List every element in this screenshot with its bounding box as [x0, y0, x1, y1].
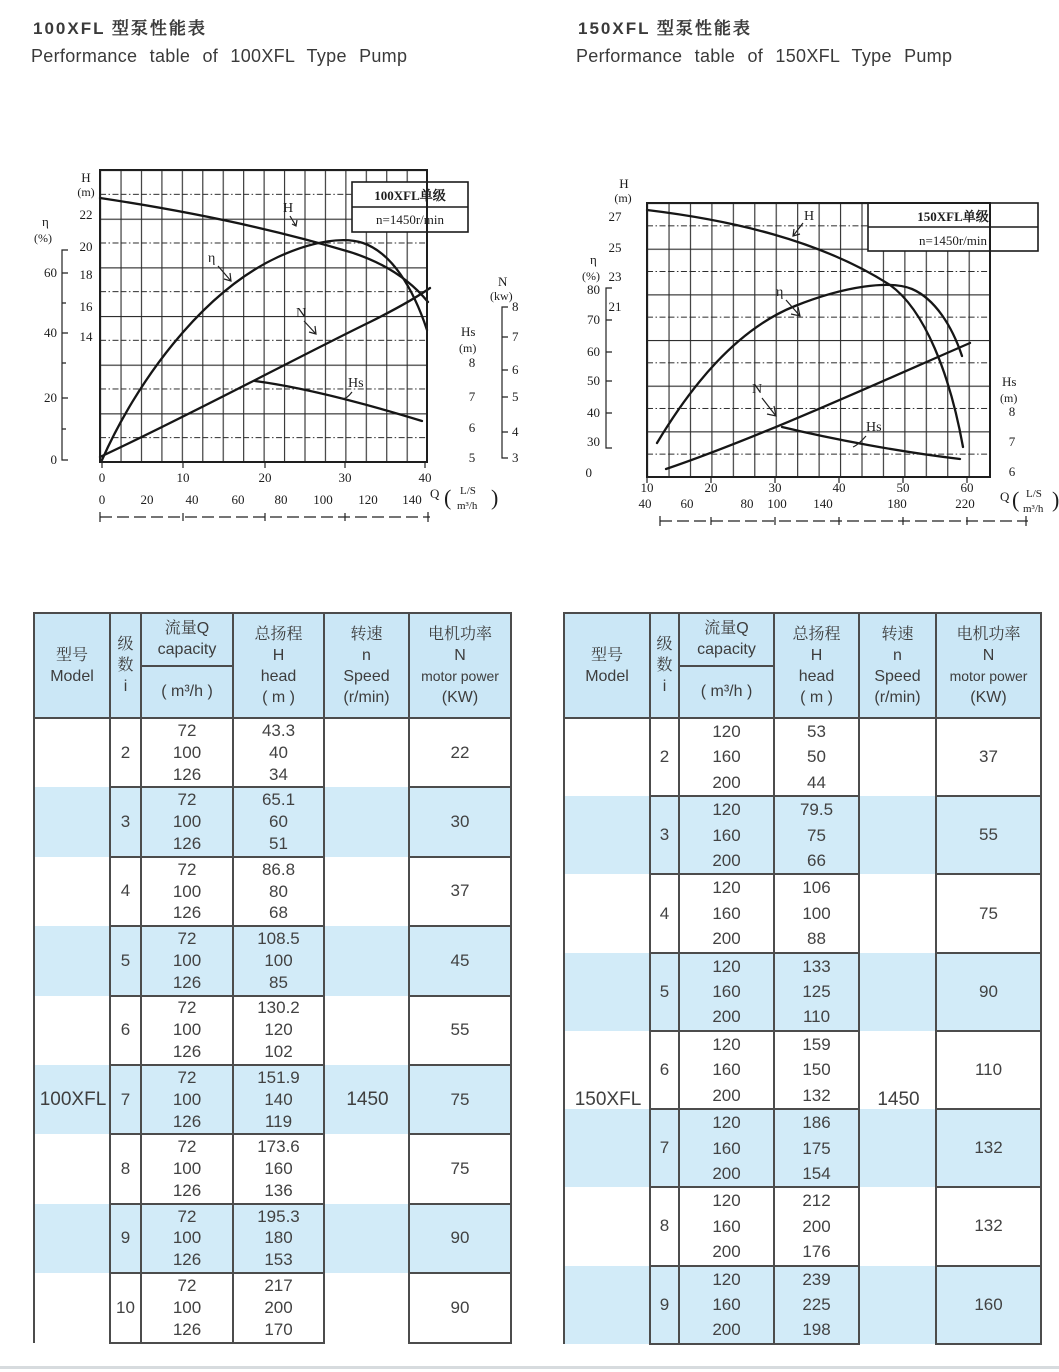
svg-text:30: 30 [338, 470, 352, 485]
h-axis-100xfl [77, 170, 94, 344]
stage-count-cell: 2 [650, 718, 679, 796]
table-header-row [34, 613, 511, 718]
model-col-cell [564, 718, 650, 796]
pump-table-row-stage-5 [564, 953, 1041, 1031]
pump-table-row-stage-6 [564, 1031, 1041, 1109]
flow-values-cell: 120 160 200 [679, 718, 774, 796]
svg-text:Q: Q [430, 486, 440, 501]
head-values-cell: 43.3 40 34 [233, 718, 324, 787]
svg-text:18: 18 [79, 267, 93, 282]
head-values-cell: 212 200 176 [774, 1187, 859, 1265]
model-col-cell [34, 787, 110, 856]
section-title-zh-100xfl: 100XFL 型泵性能表 [33, 19, 207, 38]
head-values-cell: 239 225 198 [774, 1266, 859, 1344]
stage-count-cell: 3 [650, 796, 679, 874]
speed-col-cell [859, 953, 936, 1031]
svg-text:60: 60 [680, 496, 694, 511]
flow-values-cell: 120 160 200 [679, 1187, 774, 1265]
svg-text:N: N [752, 382, 763, 397]
motor-power-cell: 30 [409, 787, 511, 856]
motor-power-cell: 90 [409, 1204, 511, 1273]
legend-150xfl [868, 203, 1038, 251]
svg-text:n=1450r/min: n=1450r/min [919, 233, 987, 248]
motor-power-cell: 22 [409, 718, 511, 787]
model-col-cell [34, 857, 110, 926]
header-flow: 流量Q capacity ( m³/h ) [141, 613, 233, 718]
flow-values-cell: 72 100 126 [141, 996, 233, 1065]
speed-col-cell [324, 1273, 409, 1342]
model-value: 100XFL [39, 1089, 107, 1110]
section-title-en-100xfl: Performance table of 100XFL Type Pump [31, 46, 408, 66]
motor-power-cell: 55 [936, 796, 1041, 874]
model-col-cell [564, 1109, 650, 1187]
svg-text:80: 80 [274, 492, 288, 507]
head-values-cell: 151.9 140 119 [233, 1065, 324, 1134]
speed-col-cell [859, 796, 936, 874]
header-stage: 级 数 i [650, 613, 679, 718]
flow-values-cell: 120 160 200 [679, 796, 774, 874]
stage-count-cell: 9 [650, 1266, 679, 1344]
motor-power-cell: 37 [936, 718, 1041, 796]
svg-text:40: 40 [44, 325, 57, 340]
x-axis-150xfl [639, 477, 1059, 526]
svg-text:60: 60 [960, 480, 974, 495]
svg-text:n=1450r/min: n=1450r/min [376, 212, 444, 227]
svg-text:27: 27 [608, 209, 622, 224]
motor-power-cell: 37 [409, 857, 511, 926]
speed-col-cell [324, 1065, 409, 1134]
stage-count-cell: 4 [650, 874, 679, 952]
model-col-cell [34, 1134, 110, 1203]
flow-values-cell: 72 100 126 [141, 1065, 233, 1134]
svg-text:20: 20 [258, 470, 272, 485]
svg-text:4: 4 [512, 424, 519, 439]
head-values-cell: 53 50 44 [774, 718, 859, 796]
head-values-cell: 65.1 60 51 [233, 787, 324, 856]
svg-text:): ) [1052, 487, 1059, 512]
svg-text:Hs: Hs [866, 420, 882, 435]
section-title-en-150xfl: Performance table of 150XFL Type Pump [576, 46, 953, 66]
speed-col-cell [324, 857, 409, 926]
svg-text:10: 10 [640, 480, 654, 495]
head-values-cell: 108.5 100 85 [233, 926, 324, 995]
model-col-cell [564, 1031, 650, 1109]
svg-text:N: N [498, 274, 508, 289]
svg-text:8: 8 [1008, 404, 1016, 419]
header-model: 型号 Model [564, 613, 650, 718]
model-col-cell [34, 718, 110, 787]
motor-power-cell: 90 [936, 953, 1041, 1031]
head-values-cell: 106 100 88 [774, 874, 859, 952]
flow-values-cell: 120 160 200 [679, 1109, 774, 1187]
stage-count-cell: 2 [110, 718, 141, 787]
svg-text:8: 8 [468, 355, 476, 370]
svg-text:N: N [296, 306, 307, 321]
speed-value: 1450 [877, 1089, 920, 1110]
performance-chart-100xfl [30, 160, 545, 532]
section-title-zh-150xfl: 150XFL 型泵性能表 [578, 19, 752, 38]
pump-table-row-stage-4 [564, 874, 1041, 952]
pump-table-row-stage-3 [564, 796, 1041, 874]
speed-col-cell [324, 718, 409, 787]
model-col-cell [34, 1273, 110, 1342]
head-values-cell: 130.2 120 102 [233, 996, 324, 1065]
svg-text:Hs: Hs [348, 376, 364, 391]
pump-table-row-stage-8 [34, 1134, 511, 1203]
svg-text:40: 40 [587, 405, 600, 420]
head-values-cell: 217 200 170 [233, 1273, 324, 1342]
motor-power-cell: 132 [936, 1109, 1041, 1187]
head-values-cell: 195.3 180 153 [233, 1204, 324, 1273]
stage-count-cell: 5 [650, 953, 679, 1031]
stage-count-cell: 4 [110, 857, 141, 926]
svg-text:0: 0 [50, 452, 57, 467]
stage-count-cell: 9 [110, 1204, 141, 1273]
svg-text:220: 220 [955, 496, 975, 511]
svg-text:H: H [804, 209, 815, 224]
stage-count-cell: 8 [110, 1134, 141, 1203]
pump-table-row-stage-5 [34, 926, 511, 995]
svg-text:50: 50 [587, 373, 600, 388]
speed-col-cell [859, 718, 936, 796]
stage-count-cell: 6 [650, 1031, 679, 1109]
header-head: 总扬程 H head ( m ) [233, 613, 324, 718]
flow-values-cell: 72 100 126 [141, 1134, 233, 1203]
svg-text:(m): (m) [1000, 391, 1018, 405]
svg-text:140: 140 [813, 496, 833, 511]
svg-text:100: 100 [313, 492, 333, 507]
svg-text:80: 80 [740, 496, 754, 511]
flow-values-cell: 120 160 200 [679, 874, 774, 952]
svg-text:(kw): (kw) [490, 289, 513, 303]
flow-values-cell: 72 100 126 [141, 926, 233, 995]
svg-text:L/S: L/S [460, 485, 476, 497]
speed-value: 1450 [346, 1089, 389, 1110]
motor-power-cell: 160 [936, 1266, 1041, 1344]
stage-count-cell: 7 [110, 1065, 141, 1134]
speed-col-cell [859, 1031, 936, 1109]
stage-count-cell: 6 [110, 996, 141, 1065]
performance-chart-150xfl [560, 160, 1059, 532]
speed-col-cell [859, 1109, 936, 1187]
svg-text:H: H [81, 170, 91, 185]
header-model: 型号 Model [34, 613, 110, 718]
svg-text:7: 7 [512, 329, 519, 344]
eta-axis-150xfl [582, 252, 612, 480]
svg-text:14: 14 [79, 329, 93, 344]
motor-power-cell: 75 [936, 874, 1041, 952]
pump-table-row-stage-4 [34, 857, 511, 926]
x-axis-100xfl [99, 462, 499, 522]
svg-text:0: 0 [585, 465, 592, 480]
header-power: 电机功率 N motor power (KW) [936, 613, 1041, 718]
pump-table-row-stage-2 [564, 718, 1041, 796]
header-speed: 转速 n Speed (r/min) [324, 613, 409, 718]
svg-text:80: 80 [587, 282, 600, 297]
header-speed: 转速 n Speed (r/min) [859, 613, 936, 718]
stage-count-cell: 5 [110, 926, 141, 995]
svg-text:70: 70 [587, 312, 600, 327]
svg-text:(m): (m) [614, 191, 632, 205]
stage-count-cell: 8 [650, 1187, 679, 1265]
svg-text:21: 21 [608, 299, 622, 314]
svg-text:5: 5 [468, 450, 476, 465]
head-values-cell: 86.8 80 68 [233, 857, 324, 926]
svg-text:3: 3 [512, 450, 519, 465]
speed-col-cell [324, 926, 409, 995]
svg-text:100XFL单级: 100XFL单级 [374, 188, 446, 203]
motor-power-cell: 90 [409, 1273, 511, 1342]
svg-text:m³/h: m³/h [1023, 503, 1044, 515]
svg-text:25: 25 [608, 240, 622, 255]
svg-text:40: 40 [832, 480, 846, 495]
flow-values-cell: 120 160 200 [679, 1031, 774, 1109]
page-bottom-divider [0, 1366, 1059, 1369]
header-head: 总扬程 H head ( m ) [774, 613, 859, 718]
svg-text:m³/h: m³/h [457, 500, 478, 512]
svg-text:16: 16 [79, 299, 93, 314]
motor-power-cell: 75 [409, 1134, 511, 1203]
eta-axis-100xfl [34, 214, 68, 467]
svg-text:22: 22 [79, 207, 93, 222]
head-values-cell: 79.5 75 66 [774, 796, 859, 874]
svg-text:(m): (m) [77, 185, 95, 199]
svg-text:30: 30 [587, 434, 600, 449]
pump-table-150xfl [563, 612, 1040, 1345]
speed-col-cell [859, 874, 936, 952]
svg-text:5: 5 [512, 389, 519, 404]
hs-axis-150xfl [1000, 374, 1017, 479]
motor-power-cell: 55 [409, 996, 511, 1065]
pump-table-row-stage-8 [564, 1187, 1041, 1265]
pump-table-row-stage-7 [564, 1109, 1041, 1187]
flow-values-cell: 120 160 200 [679, 1266, 774, 1344]
svg-text:60: 60 [231, 492, 245, 507]
flow-values-cell: 72 100 126 [141, 787, 233, 856]
svg-text:20: 20 [704, 480, 718, 495]
svg-text:Hs: Hs [1002, 374, 1017, 389]
svg-text:40: 40 [185, 492, 199, 507]
pump-table-row-stage-9 [34, 1204, 511, 1273]
motor-power-cell: 45 [409, 926, 511, 995]
speed-col-cell [324, 996, 409, 1065]
svg-text:7: 7 [1008, 434, 1016, 449]
svg-text:): ) [491, 485, 499, 510]
svg-text:L/S: L/S [1026, 488, 1042, 500]
svg-text:η: η [590, 252, 597, 267]
svg-text:(%): (%) [34, 231, 52, 245]
svg-text:H: H [619, 176, 629, 191]
svg-text:η: η [776, 285, 784, 300]
speed-col-cell [859, 1266, 936, 1344]
n-axis-100xfl [490, 274, 519, 465]
svg-text:140: 140 [402, 492, 422, 507]
speed-col-cell [324, 787, 409, 856]
svg-text:40: 40 [418, 470, 432, 485]
model-col-cell [564, 1266, 650, 1344]
svg-text:Hs: Hs [461, 324, 476, 339]
head-values-cell: 133 125 110 [774, 953, 859, 1031]
model-col-cell [564, 953, 650, 1031]
head-values-cell: 159 150 132 [774, 1031, 859, 1109]
svg-text:150XFL单级: 150XFL单级 [917, 209, 989, 224]
flow-values-cell: 72 100 126 [141, 857, 233, 926]
speed-col-cell [324, 1204, 409, 1273]
motor-power-cell: 110 [936, 1031, 1041, 1109]
model-col-cell [34, 1204, 110, 1273]
svg-text:0: 0 [98, 492, 106, 507]
svg-text:6: 6 [512, 362, 519, 377]
svg-text:40: 40 [638, 496, 652, 511]
svg-text:20: 20 [140, 492, 154, 507]
motor-power-cell: 132 [936, 1187, 1041, 1265]
speed-col-cell [859, 1187, 936, 1265]
flow-values-cell: 72 100 126 [141, 1273, 233, 1342]
stage-count-cell: 3 [110, 787, 141, 856]
hs-axis-100xfl [459, 324, 476, 465]
svg-text:50: 50 [896, 480, 910, 495]
header-power: 电机功率 N motor power (KW) [409, 613, 511, 718]
pump-table-row-stage-3 [34, 787, 511, 856]
pump-table-row-stage-9 [564, 1266, 1041, 1344]
pump-table-100xfl [33, 612, 510, 1344]
svg-text:0: 0 [98, 470, 106, 485]
svg-text:120: 120 [358, 492, 378, 507]
svg-text:(m): (m) [459, 341, 477, 355]
svg-text:6: 6 [1008, 464, 1016, 479]
flow-values-cell: 72 100 126 [141, 718, 233, 787]
svg-text:20: 20 [44, 390, 57, 405]
svg-text:180: 180 [887, 496, 907, 511]
flow-values-cell: 120 160 200 [679, 953, 774, 1031]
svg-text:(: ( [1012, 487, 1020, 512]
svg-text:60: 60 [587, 344, 600, 359]
pump-table-row-stage-10 [34, 1273, 511, 1342]
flow-values-cell: 72 100 126 [141, 1204, 233, 1273]
model-col-cell [34, 926, 110, 995]
legend-100xfl [352, 182, 468, 232]
model-value: 150XFL [574, 1089, 642, 1110]
head-values-cell: 173.6 160 136 [233, 1134, 324, 1203]
svg-text:10: 10 [176, 470, 190, 485]
motor-power-cell: 75 [409, 1065, 511, 1134]
stage-count-cell: 7 [650, 1109, 679, 1187]
h-axis-150xfl [609, 176, 632, 314]
pump-table-row-stage-6 [34, 996, 511, 1065]
svg-text:60: 60 [44, 265, 57, 280]
svg-text:6: 6 [468, 420, 476, 435]
head-values-cell: 186 175 154 [774, 1109, 859, 1187]
pump-table-row-stage-2 [34, 718, 511, 787]
svg-text:H: H [283, 201, 294, 216]
svg-text:(: ( [444, 485, 452, 510]
model-col-cell [564, 874, 650, 952]
svg-text:100: 100 [767, 496, 787, 511]
svg-text:20: 20 [79, 239, 93, 254]
svg-text:Q: Q [1000, 489, 1010, 504]
model-col-cell [564, 1187, 650, 1265]
model-col-cell [34, 996, 110, 1065]
svg-text:η: η [208, 251, 216, 266]
svg-text:23: 23 [608, 269, 622, 284]
model-col-cell [34, 1065, 110, 1134]
svg-text:η: η [42, 214, 49, 229]
table-header-row [564, 613, 1041, 718]
pump-table-row-stage-7 [34, 1065, 511, 1134]
svg-text:30: 30 [768, 480, 782, 495]
svg-text:7: 7 [468, 389, 476, 404]
speed-col-cell [324, 1134, 409, 1203]
model-col-cell [564, 796, 650, 874]
header-flow: 流量Q capacity ( m³/h ) [679, 613, 774, 718]
svg-text:8: 8 [512, 299, 519, 314]
svg-text:(%): (%) [582, 269, 600, 283]
stage-count-cell: 10 [110, 1273, 141, 1342]
header-stage: 级 数 i [110, 613, 141, 718]
